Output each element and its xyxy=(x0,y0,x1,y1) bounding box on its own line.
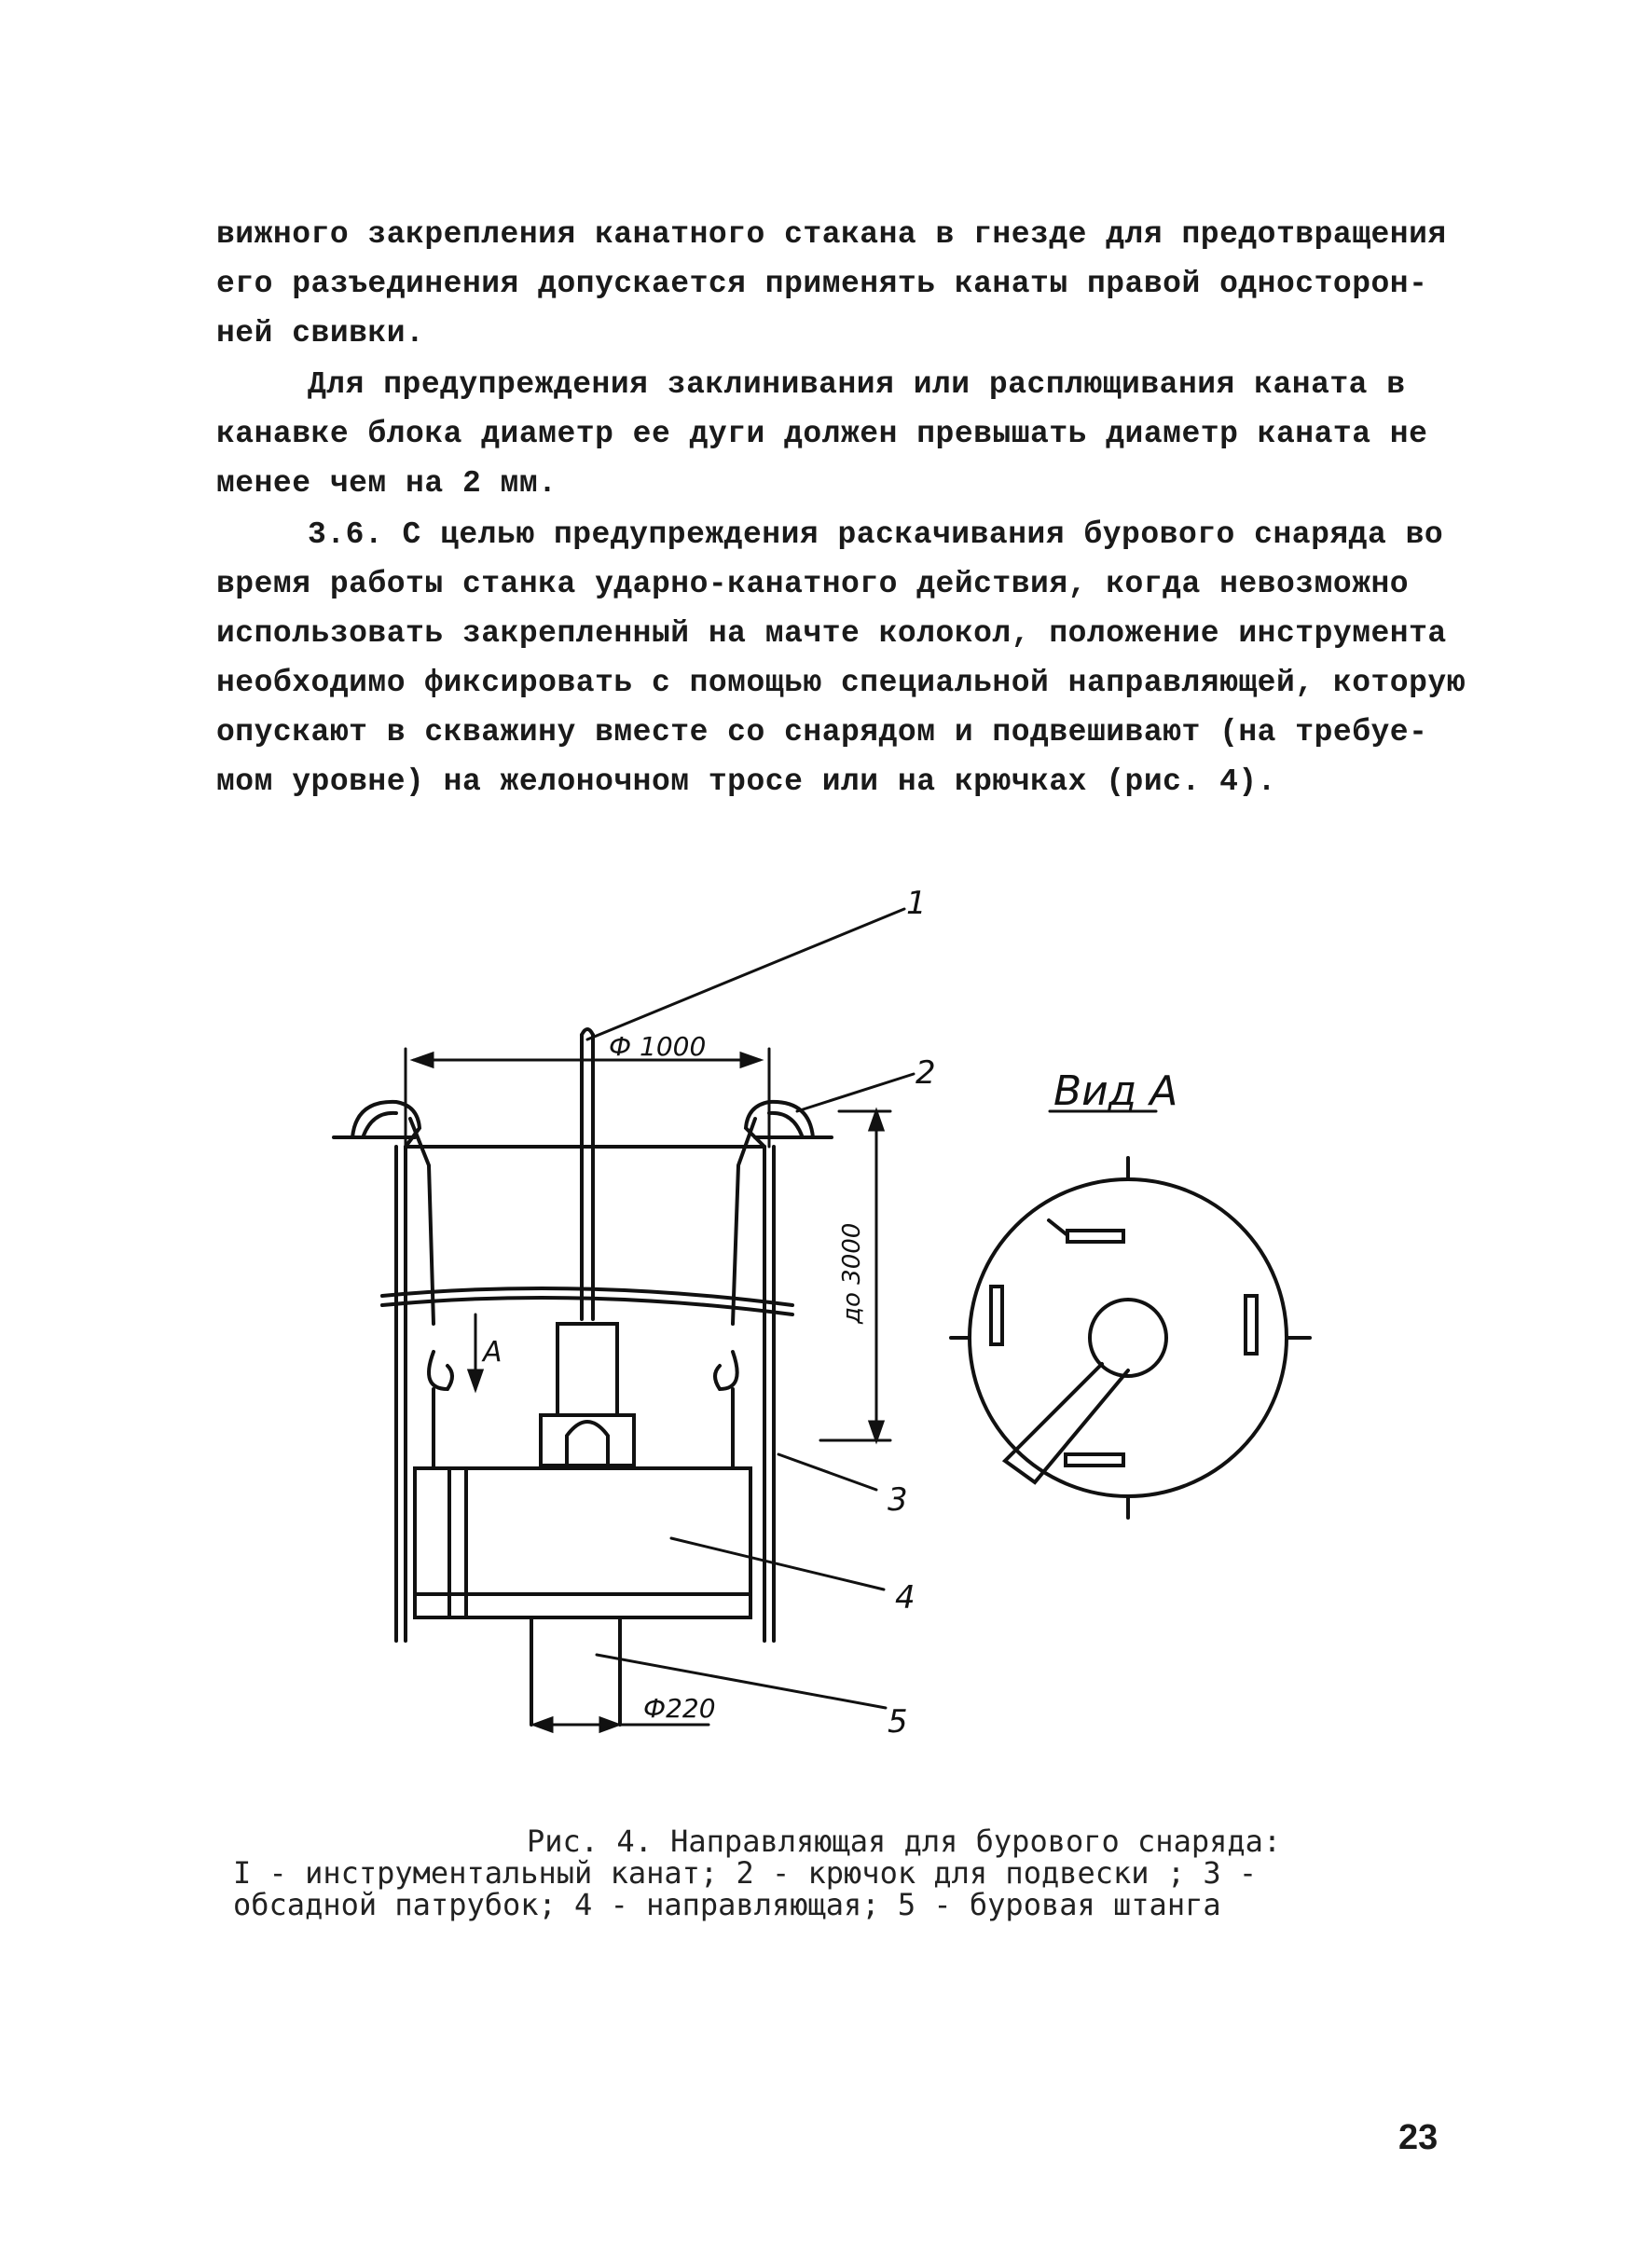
label-1: 1 xyxy=(906,885,927,922)
paragraph1-line: вижного закрепления канатного стакана в гнезде для предотвращения xyxy=(216,217,1447,252)
label-5: 5 xyxy=(888,1703,908,1741)
paragraph3-line: время работы станка ударно-канатного действия, когда невозможно xyxy=(216,567,1410,601)
caption-title: Рис. 4. Направляющая для бурового снаряда: xyxy=(527,1823,1282,1859)
paragraph3-line: опускают в скважину вместе со снарядом и подвешивают (на требуе- xyxy=(216,715,1428,750)
height-3000-label: до 3000 xyxy=(838,1222,866,1324)
figure-caption xyxy=(233,1825,1445,1920)
diameter-1000-label: Ф 1000 xyxy=(609,1031,707,1062)
figure-4-drawing xyxy=(317,867,1417,1762)
paragraph3-line: необходимо фиксировать с помощью специальной направляющей, которую xyxy=(216,666,1466,700)
diameter-220-label: Ф220 xyxy=(643,1693,716,1724)
paragraph3-line: использовать закрепленный на мачте колокол, положение инструмента xyxy=(216,616,1447,651)
clamp-loop xyxy=(567,1422,608,1466)
rope-socket xyxy=(558,1324,617,1415)
view-a-drawing xyxy=(951,1111,1310,1518)
view-a-title: Вид А xyxy=(1053,1067,1178,1115)
break-lines xyxy=(382,1288,792,1314)
body-text xyxy=(216,210,1494,806)
page-number: 23 xyxy=(1398,2118,1439,2157)
paragraph2-line: канавке блока диаметр ее дуги должен превышать диаметр каната не xyxy=(216,417,1428,451)
paragraph3-line: 3.6. С целью предупреждения раскачивания бурового снаряда во xyxy=(308,517,1444,552)
arrow-a-label: А xyxy=(483,1336,502,1369)
drill-rod xyxy=(531,1617,620,1725)
paragraph3-line: мом уровне) на желоночном тросе или на крючках (рис. 4). xyxy=(216,764,1276,799)
caption-line: I - инструментальный канат; 2 - крючок для подвески ; 3 - xyxy=(233,1855,1258,1891)
paragraph2-line: Для предупреждения заклинивания или расплющивания каната в xyxy=(308,367,1406,402)
guide-block xyxy=(415,1468,750,1617)
casing-pipe xyxy=(396,1147,774,1641)
label-3: 3 xyxy=(888,1481,908,1519)
instrument-rope xyxy=(582,1029,593,1319)
paragraph2-line: менее чем на 2 мм. xyxy=(216,466,558,501)
caption-line: обсадной патрубок; 4 - направляющая; 5 - буровая штанга xyxy=(233,1887,1221,1922)
paragraph1-line: его разъединения допускается применять канаты правой односторон- xyxy=(216,267,1428,301)
label-2: 2 xyxy=(915,1054,936,1092)
guide-hook-left xyxy=(429,1352,452,1389)
guide-hook-right xyxy=(715,1352,737,1389)
paragraph1-line: ней свивки. xyxy=(216,316,425,351)
dimensions xyxy=(406,1049,890,1731)
label-4: 4 xyxy=(895,1579,915,1617)
